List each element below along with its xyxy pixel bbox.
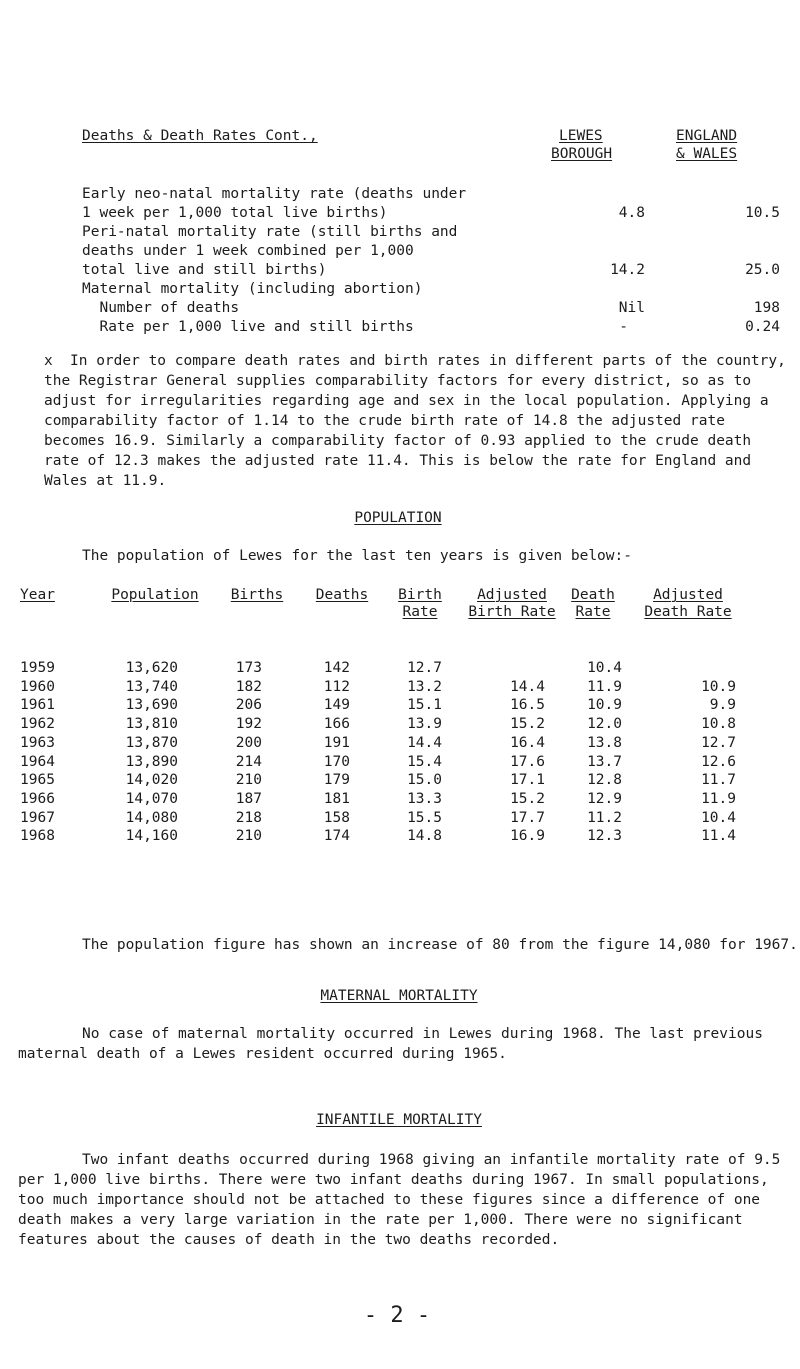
mortality-value-lewes: - [619,319,628,335]
cell-birth-rate: 13.9 [407,716,442,732]
table-header-birth-rate: Birth Rate [398,587,442,620]
maternal-text: No case of maternal mortality occurred in Lewes during 1968. The last previous maternal death of a Lewes resident occurred during 1965. [18,1026,763,1062]
cell-births: 218 [235,810,262,826]
cell-birth-rate: 14.8 [407,828,442,844]
cell-birth-rate: 15.5 [407,810,442,826]
cell-births: 192 [235,716,262,732]
cell-birth-rate: 13.2 [407,679,442,695]
cell-adjusted-death-rate: 11.4 [701,828,736,844]
page-title: Deaths & Death Rates Cont., [82,128,318,144]
cell-deaths: 158 [323,810,350,826]
mortality-label-perinatal-3: total live and still births) [82,262,327,278]
cell-births: 182 [235,679,262,695]
mortality-value-lewes: 4.8 [618,205,645,221]
footnote-marker: x [44,353,53,369]
mortality-value-lewes: Nil [618,300,645,316]
cell-adjusted-birth-rate: 17.6 [510,754,545,770]
cell-population: 14,020 [125,772,178,788]
table-header-death-rate: Death Rate [571,587,615,620]
cell-adjusted-birth-rate: 17.7 [510,810,545,826]
cell-death-rate: 11.9 [587,679,622,695]
cell-population: 13,740 [125,679,178,695]
cell-death-rate: 10.4 [587,660,622,676]
cell-adjusted-death-rate: 10.8 [701,716,736,732]
mortality-label-number-of-deaths: Number of deaths [82,300,240,316]
cell-population: 13,870 [125,735,178,751]
cell-births: 210 [235,828,262,844]
table-header-year: Year [20,587,55,603]
cell-deaths: 149 [323,697,350,713]
population-intro: The population of Lewes for the last ten years is given below:- [82,548,632,564]
cell-year: 1964 [20,754,55,770]
cell-deaths: 166 [323,716,350,732]
mortality-label-early-neonatal-1: Early neo-natal mortality rate (deaths under [82,186,467,202]
mortality-value-england: 25.0 [745,262,780,278]
cell-population: 13,690 [125,697,178,713]
cell-year: 1968 [20,828,55,844]
mortality-label-perinatal-2: deaths under 1 week combined per 1,000 [82,243,414,259]
table-header-deaths: Deaths [315,587,369,603]
column-header-lewes-line1: LEWES [559,128,603,144]
cell-deaths: 191 [323,735,350,751]
cell-births: 187 [235,791,262,807]
cell-adjusted-death-rate: 12.7 [701,735,736,751]
cell-year: 1966 [20,791,55,807]
cell-adjusted-death-rate: 9.9 [709,697,736,713]
cell-death-rate: 11.2 [587,810,622,826]
footnote-text: In order to compare death rates and birth rates in different parts of the country, the Registrar General supplies comparability factors for every district, so as to adjust for irregularities regarding age and sex in the local population. Applying a comparability factor of 1.14 to the crude birth rate of 14.8 the adjusted rate becomes 16.9. Similarly a comparability factor of 0.93 applied to the crude death rate of 12.3 makes the adjusted rate 11.4. This is below the rate for England and Wales at 11.9. [44,353,786,489]
cell-deaths: 170 [323,754,350,770]
cell-deaths: 179 [323,772,350,788]
infantile-heading: INFANTILE MORTALITY [316,1112,482,1128]
cell-population: 14,160 [125,828,178,844]
cell-adjusted-birth-rate: 16.5 [510,697,545,713]
mortality-label-early-neonatal-2: 1 week per 1,000 total live births) [82,205,388,221]
cell-population: 14,080 [125,810,178,826]
cell-adjusted-death-rate: 12.6 [701,754,736,770]
cell-adjusted-death-rate: 10.9 [701,679,736,695]
table-header-population: Population [111,587,199,603]
cell-birth-rate: 12.7 [407,660,442,676]
cell-adjusted-birth-rate: 17.1 [510,772,545,788]
cell-year: 1963 [20,735,55,751]
cell-births: 200 [235,735,262,751]
cell-adjusted-death-rate: 11.9 [701,791,736,807]
cell-year: 1962 [20,716,55,732]
cell-births: 214 [235,754,262,770]
cell-death-rate: 12.9 [587,791,622,807]
cell-year: 1961 [20,697,55,713]
cell-death-rate: 12.0 [587,716,622,732]
population-heading: POPULATION [354,510,442,526]
cell-birth-rate: 15.0 [407,772,442,788]
cell-births: 206 [235,697,262,713]
table-header-adjusted-death-rate: Adjusted Death Rate [644,587,732,620]
cell-death-rate: 12.3 [587,828,622,844]
cell-year: 1959 [20,660,55,676]
page-number: - 2 - [363,1303,431,1328]
table-header-births: Births [230,587,284,603]
cell-births: 210 [235,772,262,788]
cell-population: 13,620 [125,660,178,676]
cell-population: 14,070 [125,791,178,807]
cell-birth-rate: 15.4 [407,754,442,770]
table-header-adjusted-birth-rate: Adjusted Birth Rate [468,587,556,620]
column-header-lewes-line2: BOROUGH [551,146,613,162]
cell-birth-rate: 14.4 [407,735,442,751]
cell-death-rate: 12.8 [587,772,622,788]
cell-year: 1967 [20,810,55,826]
cell-adjusted-death-rate: 11.7 [701,772,736,788]
cell-deaths: 181 [323,791,350,807]
mortality-value-england: 198 [753,300,780,316]
cell-death-rate: 10.9 [587,697,622,713]
mortality-label-maternal: Maternal mortality (including abortion) [82,281,423,297]
mortality-value-england: 0.24 [745,319,780,335]
cell-adjusted-birth-rate: 16.9 [510,828,545,844]
cell-deaths: 174 [323,828,350,844]
mortality-value-england: 10.5 [745,205,780,221]
mortality-label-rate: Rate per 1,000 live and still births [82,319,414,335]
column-header-england-line2: & WALES [676,146,738,162]
cell-year: 1960 [20,679,55,695]
cell-death-rate: 13.8 [587,735,622,751]
cell-population: 13,890 [125,754,178,770]
cell-deaths: 112 [323,679,350,695]
cell-adjusted-birth-rate: 16.4 [510,735,545,751]
mortality-label-perinatal-1: Peri-natal mortality rate (still births and [82,224,458,240]
cell-population: 13,810 [125,716,178,732]
cell-births: 173 [235,660,262,676]
cell-adjusted-birth-rate: 15.2 [510,716,545,732]
cell-adjusted-death-rate: 10.4 [701,810,736,826]
column-header-england-line1: ENGLAND [676,128,738,144]
cell-birth-rate: 13.3 [407,791,442,807]
mortality-value-lewes: 14.2 [610,262,645,278]
cell-year: 1965 [20,772,55,788]
cell-birth-rate: 15.1 [407,697,442,713]
cell-adjusted-birth-rate: 15.2 [510,791,545,807]
cell-adjusted-birth-rate: 14.4 [510,679,545,695]
cell-deaths: 142 [323,660,350,676]
cell-death-rate: 13.7 [587,754,622,770]
infantile-text: Two infant deaths occurred during 1968 giving an infantile mortality rate of 9.5 per 1,000 live births. There were two infant deaths during 1967. In small populations, too much importance should not be attached to these figures since a difference of one death makes a very large variation in the rate per 1,000. There were no significant features about the causes of death in the two deaths recorded. [18,1152,781,1248]
population-note: The population figure has shown an increase of 80 from the figure 14,080 for 1967. [82,937,798,953]
maternal-heading: MATERNAL MORTALITY [320,988,478,1004]
